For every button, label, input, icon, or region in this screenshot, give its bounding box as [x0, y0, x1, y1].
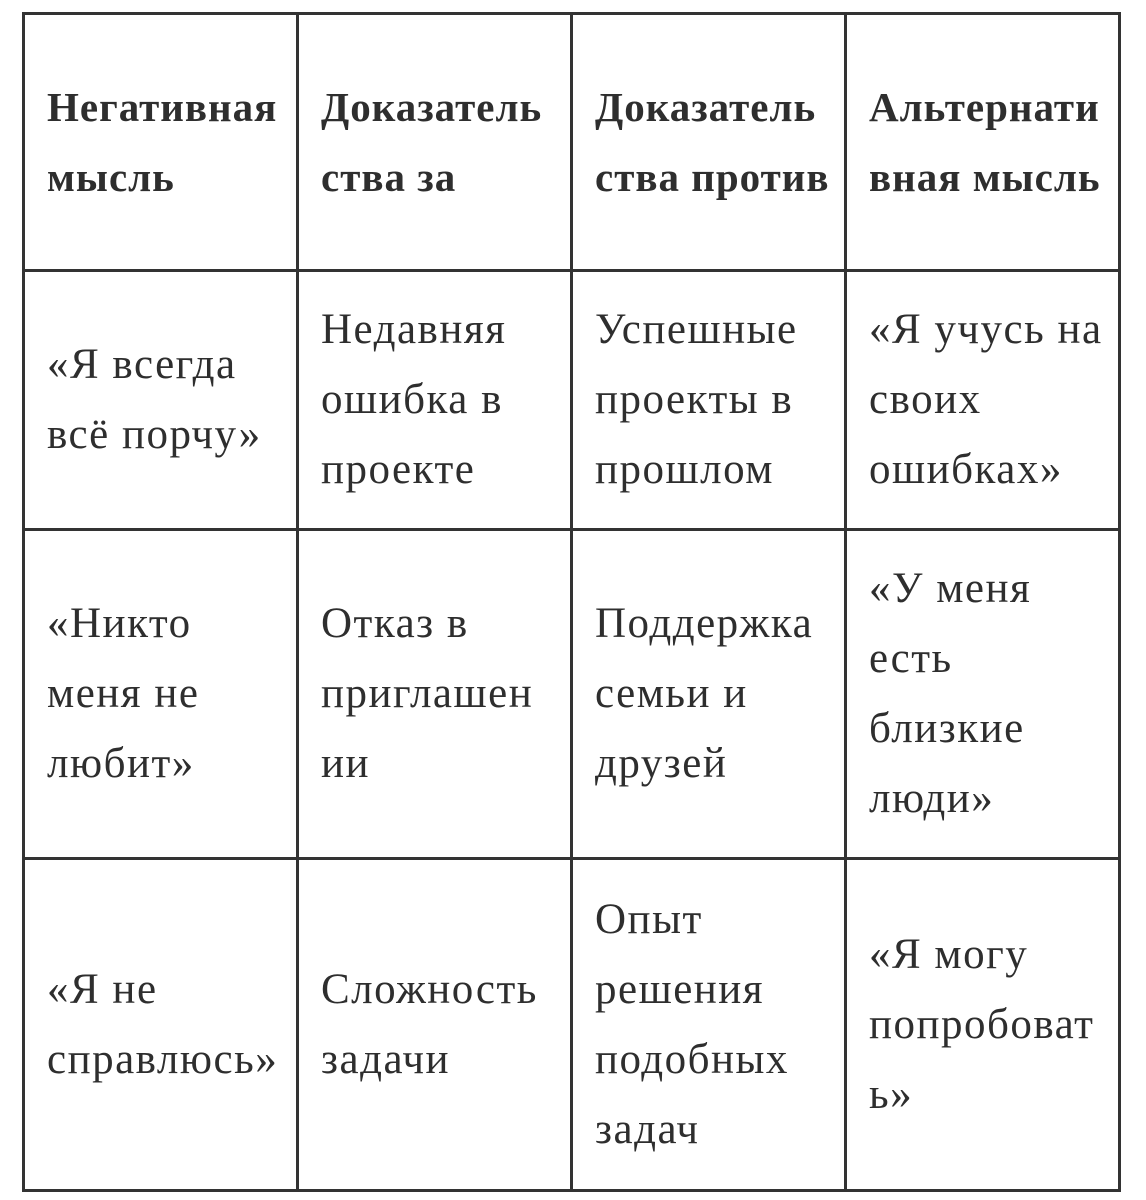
- table-row: [24, 271, 1120, 530]
- cell-evidence-for: Сложность задачи: [298, 859, 572, 1191]
- cell-evidence-for: Отказ в приглашении: [298, 530, 572, 859]
- cell-evidence-against: Успешные проекты в прошлом: [572, 271, 846, 530]
- cell-negative-thought: «Никто меня не любит»: [24, 530, 298, 859]
- header-alternative-thought: Альтернативная мысль: [846, 14, 1120, 271]
- header-evidence-for: Доказательства за: [298, 14, 572, 271]
- table-header-row: [24, 14, 1120, 271]
- cell-evidence-against: Поддержка семьи и друзей: [572, 530, 846, 859]
- cell-evidence-against: Опыт решения подобных задач: [572, 859, 846, 1191]
- header-evidence-against: Доказательства против: [572, 14, 846, 271]
- cell-alternative-thought: «Я могу попробовать»: [846, 859, 1120, 1191]
- table-row: [24, 530, 1120, 859]
- cell-negative-thought: «Я не справлюсь»: [24, 859, 298, 1191]
- cell-negative-thought: «Я всегда всё порчу»: [24, 271, 298, 530]
- thought-record-table: [22, 12, 1121, 1192]
- table-row: [24, 859, 1120, 1191]
- header-negative-thought: Негативная мысль: [24, 14, 298, 271]
- cell-alternative-thought: «Я учусь на своих ошибках»: [846, 271, 1120, 530]
- cell-evidence-for: Недавняя ошибка в проекте: [298, 271, 572, 530]
- cell-alternative-thought: «У меня есть близкие люди»: [846, 530, 1120, 859]
